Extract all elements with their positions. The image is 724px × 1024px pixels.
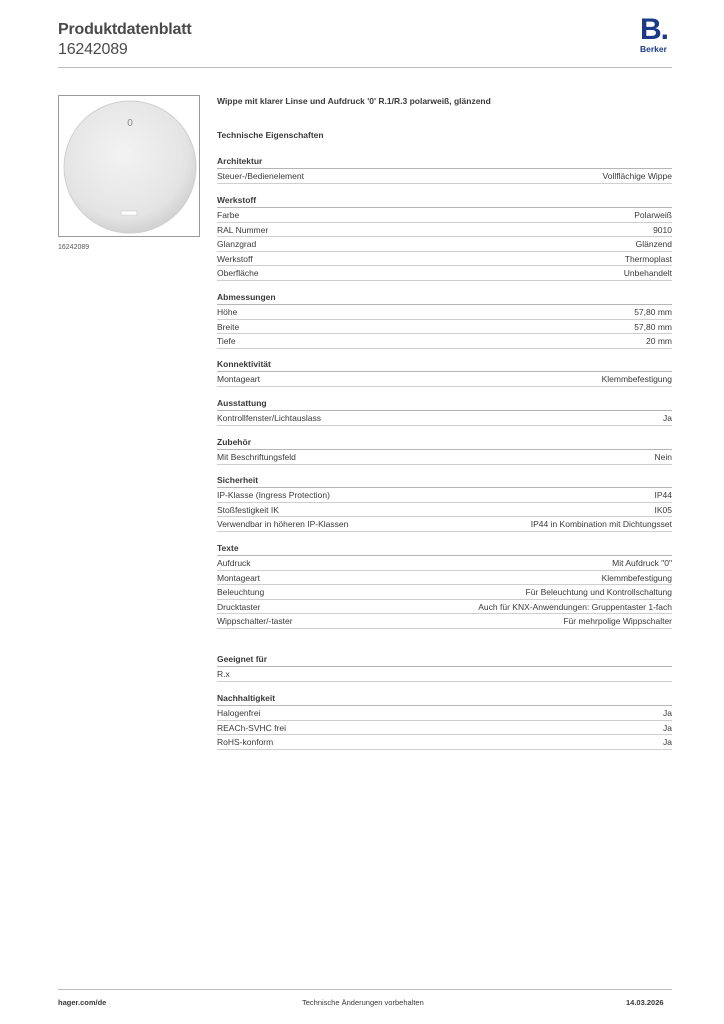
property-row (217, 614, 672, 629)
property-value: Ja (663, 708, 672, 718)
group-7 (217, 542, 672, 629)
product-name: Wippe mit klarer Linse und Aufdruck '0' R.1/R.3 polarweiß, glänzend (217, 96, 491, 106)
group-title: Sicherheit (217, 474, 672, 488)
property-row (217, 334, 672, 349)
group-title: Konnektivität (217, 358, 672, 372)
berker-logo (640, 13, 674, 54)
property-row (217, 266, 672, 281)
property-label: Montageart (217, 572, 260, 583)
group-title: Geeignet für (217, 653, 672, 667)
property-row (217, 208, 672, 223)
property-label: Breite (217, 321, 240, 332)
property-value: 57,80 mm (634, 321, 672, 332)
group-title: Abmessungen (217, 291, 672, 305)
property-label: Halogenfrei (217, 708, 261, 718)
property-value: Ja (663, 413, 672, 423)
footer-date: 14.03.2026 (626, 998, 664, 1007)
property-value: Glänzend (635, 239, 672, 249)
group-title: Architektur (217, 155, 672, 169)
footer-divider (58, 989, 672, 990)
logo-brand: Berker (640, 44, 667, 54)
property-label: R.x (217, 669, 230, 679)
property-row (217, 706, 672, 721)
property-row (217, 600, 672, 615)
group-title: Ausstattung (217, 397, 672, 411)
group-4 (217, 397, 672, 426)
property-label: Drucktaster (217, 601, 261, 612)
group-title: Zubehör (217, 436, 672, 450)
property-label: Farbe (217, 210, 240, 220)
product-image (58, 95, 200, 237)
property-label: RAL Nummer (217, 224, 269, 235)
property-label: Glanzgrad (217, 239, 257, 249)
property-label: Wippschalter/-taster (217, 616, 293, 626)
property-label: IP-Klasse (Ingress Protection) (217, 490, 330, 500)
property-label: Werkstoff (217, 253, 253, 264)
property-value: Klemmbefestigung (601, 374, 672, 384)
property-label: Steuer-/Bedienelement (217, 171, 304, 181)
property-label: Höhe (217, 307, 238, 317)
rocker-switch-illustration (59, 96, 199, 236)
article-number: 16242089 (58, 41, 128, 58)
property-value: IK05 (654, 504, 672, 515)
document-header (58, 20, 192, 60)
property-label: REACh-SVHC frei (217, 722, 286, 733)
property-row (217, 169, 672, 184)
group-title: Nachhaltigkeit (217, 692, 672, 706)
property-value: Vollflächige Wippe (602, 171, 672, 181)
property-row (217, 411, 672, 426)
property-label: Oberfläche (217, 268, 259, 278)
property-value: IP44 (654, 490, 672, 500)
property-value: IP44 in Kombination mit Dichtungsset (530, 519, 672, 529)
group-8 (217, 653, 672, 682)
property-value: Für mehrpolige Wippschalter (563, 616, 672, 626)
property-row (217, 517, 672, 532)
group-1 (217, 194, 672, 281)
property-value: Mit Aufdruck "0" (612, 558, 672, 568)
property-value: Thermoplast (624, 253, 672, 264)
property-row (217, 503, 672, 518)
group-5 (217, 436, 672, 465)
property-value: Unbehandelt (623, 268, 672, 278)
property-label: Mit Beschriftungsfeld (217, 452, 296, 462)
property-row (217, 305, 672, 320)
property-value: Ja (663, 737, 672, 747)
property-value: 20 mm (646, 336, 672, 346)
group-title: Texte (217, 542, 672, 556)
property-value: Ja (663, 722, 672, 733)
property-row (217, 372, 672, 387)
property-row (217, 721, 672, 736)
property-label: Montageart (217, 374, 260, 384)
property-label: Kontrollfenster/Lichtauslass (217, 413, 321, 423)
property-value: Nein (654, 452, 672, 462)
property-row (217, 252, 672, 267)
property-value: 57,80 mm (634, 307, 672, 317)
page-title: Produktdatenblatt (58, 21, 192, 38)
property-label: Verwendbar in höheren IP-Klassen (217, 519, 349, 529)
property-row (217, 488, 672, 503)
group-9 (217, 692, 672, 750)
image-caption: 16242089 (58, 244, 90, 251)
property-value: Für Beleuchtung und Kontrollschaltung (525, 587, 672, 597)
print-zero-symbol: 0 (127, 118, 133, 129)
footer-website[interactable]: hager.com/de (58, 998, 107, 1007)
logo-letter: B. (640, 13, 668, 46)
property-value: Auch für KNX-Anwendungen: Gruppentaster 1-fach (478, 601, 672, 612)
property-value: Polarweiß (634, 210, 672, 220)
property-row (217, 571, 672, 586)
property-row (217, 585, 672, 600)
group-0 (217, 155, 672, 184)
section-title: Technische Eigenschaften (217, 130, 324, 140)
light-window (121, 211, 137, 215)
property-label: Aufdruck (217, 558, 251, 568)
property-row (217, 237, 672, 252)
property-row (217, 667, 672, 682)
group-3 (217, 358, 672, 387)
property-value: Klemmbefestigung (601, 572, 672, 583)
property-label: Stoßfestigkeit IK (217, 504, 279, 515)
property-row (217, 556, 672, 571)
header-divider (58, 67, 672, 68)
group-2 (217, 291, 672, 349)
property-label: RoHS-konform (217, 737, 274, 747)
property-row (217, 450, 672, 465)
property-row (217, 320, 672, 335)
property-row (217, 223, 672, 238)
property-value: 9010 (653, 224, 672, 235)
property-row (217, 735, 672, 750)
property-label: Beleuchtung (217, 587, 265, 597)
property-label: Tiefe (217, 336, 236, 346)
group-title: Werkstoff (217, 194, 672, 208)
group-6 (217, 474, 672, 532)
footer-disclaimer: Technische Änderungen vorbehalten (302, 998, 424, 1007)
